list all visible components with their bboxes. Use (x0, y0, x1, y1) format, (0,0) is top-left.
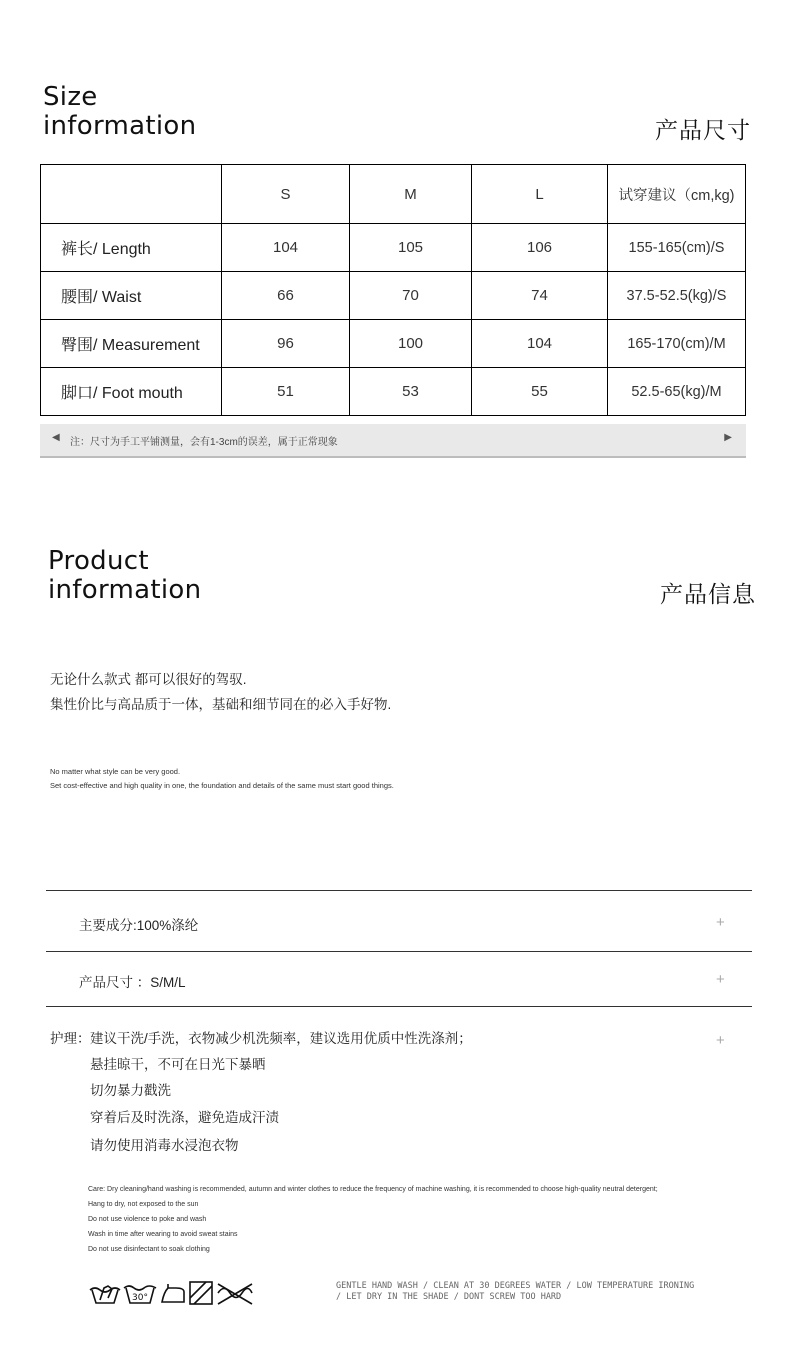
header-cell: L (472, 165, 608, 224)
table-scrollbar[interactable] (40, 424, 746, 458)
sizes-label[interactable]: 产品尺寸 ：S/M/L (79, 975, 186, 990)
hand-wash-icon (90, 1286, 120, 1303)
table-cell: 106 (472, 224, 608, 272)
description-cn-line: 无论什么款式 都可以很好的驾驭. (50, 672, 247, 687)
iron-icon (162, 1284, 184, 1302)
size-title-en: Size information (43, 82, 197, 141)
care-en-line: Do not use violence to poke and wash (88, 1216, 207, 1223)
composition-label[interactable]: 主要成分:100%涤纶 (79, 918, 199, 933)
header-cell (41, 165, 222, 224)
divider (46, 1006, 752, 1007)
header-cell: 试穿建议（cm,kg) (608, 165, 746, 224)
description-cn-line: 集性价比与高品质于一体，基础和细节同在的必入手好物. (50, 697, 392, 712)
row-label: 脚口/ Foot mouth (41, 368, 222, 416)
scroll-left-icon[interactable]: ◀ (52, 432, 60, 443)
table-cell: 100 (350, 320, 472, 368)
table-cell: 70 (350, 272, 472, 320)
wash-30-icon (124, 1286, 156, 1303)
table-cell: 53 (350, 368, 472, 416)
measurement-note: 注：尺寸为手工平铺测量，会有1-3cm的误差，属于正常现象 (70, 437, 338, 448)
care-label: 护理： (50, 1031, 91, 1046)
care-en-line: Care: Dry cleaning/hand washing is recommended, autumn and winter clothes to reduce the frequency of machine washing, it is recommended to choose high-quality neutral detergent; (88, 1186, 658, 1193)
shade-dry-icon (190, 1282, 212, 1304)
care-en-line: Do not use disinfectant to soak clothing (88, 1246, 210, 1253)
expand-care-icon[interactable]: + (716, 1032, 725, 1049)
care-line: 悬挂晾干，不可在日光下暴晒 (90, 1057, 266, 1072)
product-title-en: Product information (48, 546, 202, 605)
size-table (40, 164, 746, 416)
no-wring-icon (218, 1284, 252, 1304)
table-cell: 165-170(cm)/M (608, 320, 746, 368)
table-header-row (41, 165, 746, 224)
table-cell: 51 (222, 368, 350, 416)
table-row (41, 272, 746, 320)
divider (46, 951, 752, 952)
row-label: 臀围/ Measurement (41, 320, 222, 368)
care-line: 切勿暴力戳洗 (90, 1083, 171, 1098)
table-cell: 37.5-52.5(kg)/S (608, 272, 746, 320)
wash-instructions: GENTLE HAND WASH / CLEAN AT 30 DEGREES WATER / LOW TEMPERATURE IRONING / LET DRY IN THE SHADE / DONT SCREW TOO HARD (336, 1281, 695, 1302)
table-cell: 55 (472, 368, 608, 416)
description-en-line: Set cost-effective and high quality in one, the foundation and details of the same must start good things. (50, 781, 394, 790)
divider (46, 890, 752, 891)
table-row (41, 224, 746, 272)
care-line: 穿着后及时洗涤，避免造成汗渍 (90, 1110, 279, 1125)
table-cell: 52.5-65(kg)/M (608, 368, 746, 416)
size-title-cn: 产品尺寸 (655, 117, 751, 143)
table-cell: 104 (222, 224, 350, 272)
wash-temp-label: 30° (132, 1293, 148, 1303)
table-cell: 104 (472, 320, 608, 368)
row-label: 腰围/ Waist (41, 272, 222, 320)
product-title-cn: 产品信息 (660, 581, 756, 607)
expand-composition-icon[interactable]: + (716, 914, 725, 931)
table-cell: 66 (222, 272, 350, 320)
care-line: 建议干洗/手洗，衣物减少机洗频率，建议选用优质中性洗涤剂； (90, 1031, 472, 1046)
table-cell: 105 (350, 224, 472, 272)
header-cell: M (350, 165, 472, 224)
expand-sizes-icon[interactable]: + (716, 971, 725, 988)
wash-symbols (88, 1278, 256, 1308)
table-row (41, 320, 746, 368)
table-row (41, 368, 746, 416)
header-cell: S (222, 165, 350, 224)
table-cell: 155-165(cm)/S (608, 224, 746, 272)
table-cell: 96 (222, 320, 350, 368)
care-en-line: Hang to dry, not exposed to the sun (88, 1201, 199, 1208)
table-cell: 74 (472, 272, 608, 320)
care-en-line: Wash in time after wearing to avoid sweat stains (88, 1231, 238, 1238)
row-label: 裤长/ Length (41, 224, 222, 272)
care-line: 请勿使用消毒水浸泡衣物 (90, 1138, 239, 1153)
description-en-line: No matter what style can be very good. (50, 767, 181, 776)
scroll-right-icon[interactable]: ▶ (724, 432, 732, 443)
